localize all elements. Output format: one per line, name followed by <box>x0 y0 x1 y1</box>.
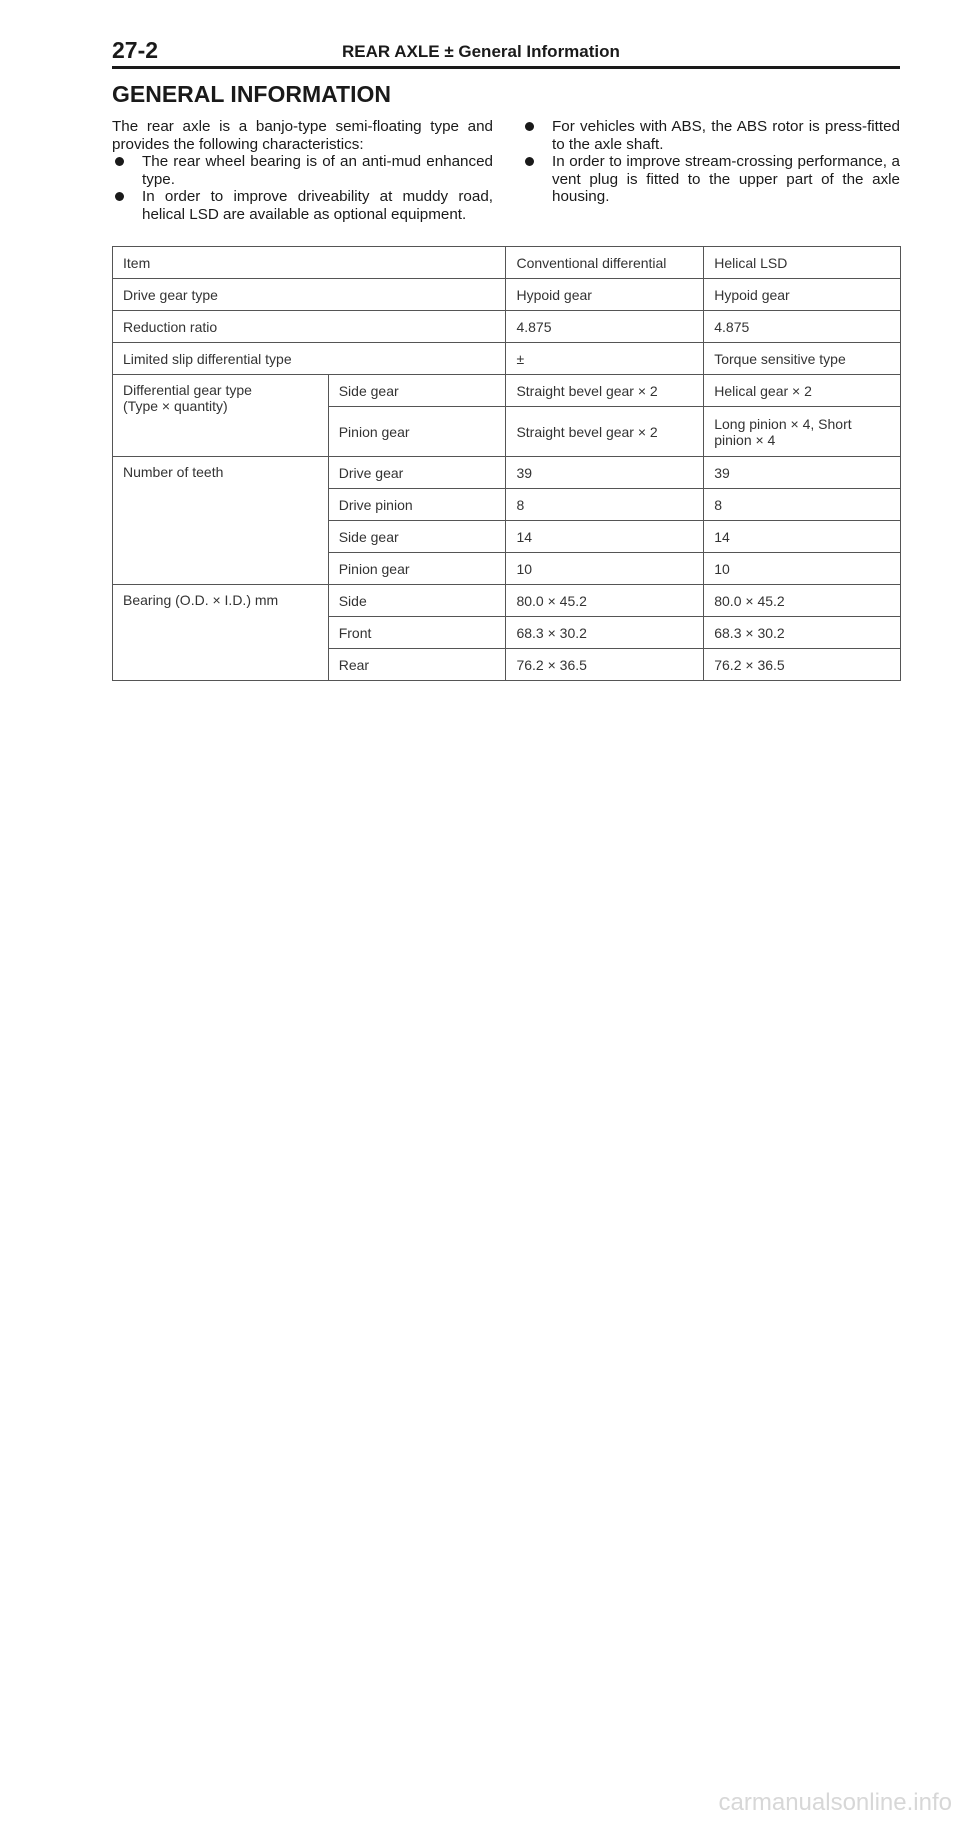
cell-lsd: 68.3 × 30.2 <box>704 617 901 649</box>
table-row <box>113 375 901 407</box>
table-row <box>113 343 901 375</box>
row-label <box>113 375 329 457</box>
cell-conventional: ± <box>506 343 704 375</box>
table-row <box>113 311 901 343</box>
cell-sub: Drive gear <box>328 457 506 489</box>
page-header <box>112 36 900 68</box>
table-row <box>113 279 901 311</box>
cell-sub: Front <box>328 617 506 649</box>
cell-sub: Side <box>328 585 506 617</box>
cell-sub: Pinion gear <box>328 553 506 585</box>
footer-watermark: carmanualsonline.info <box>718 1789 952 1816</box>
bullet-icon <box>115 157 124 166</box>
section-title: GENERAL INFORMATION <box>112 81 391 107</box>
cell-lsd: Long pinion × 4, Short pinion × 4 <box>704 407 901 457</box>
table-header-row <box>113 247 901 279</box>
row-label: Bearing (O.D. × I.D.) mm <box>113 585 329 681</box>
cell-conventional: 76.2 × 36.5 <box>506 649 704 681</box>
cell-conventional: 14 <box>506 521 704 553</box>
cell-conventional: 10 <box>506 553 704 585</box>
header-conventional: Conventional differential <box>506 247 704 279</box>
row-label: Drive gear type <box>113 279 506 311</box>
cell-conventional: 8 <box>506 489 704 521</box>
cell-lsd: 39 <box>704 457 901 489</box>
intro-paragraph: The rear axle is a banjo-type semi-floating type and provides the following characteristics: <box>112 118 493 153</box>
specification-table <box>112 246 901 681</box>
cell-conventional: Straight bevel gear × 2 <box>506 407 704 457</box>
bullet-item <box>522 153 900 206</box>
cell-sub: Side gear <box>328 375 506 407</box>
left-bullet-list <box>112 153 493 223</box>
row-label: Limited slip differential type <box>113 343 506 375</box>
cell-lsd: 76.2 × 36.5 <box>704 649 901 681</box>
label-line: (Type × quantity) <box>123 398 228 414</box>
cell-lsd: Hypoid gear <box>704 279 901 311</box>
cell-lsd: 10 <box>704 553 901 585</box>
cell-lsd: Helical gear × 2 <box>704 375 901 407</box>
bullet-text: In order to improve stream-crossing performance, a vent plug is fitted to the upper part of the axle housing. <box>552 153 900 205</box>
bullet-item <box>112 188 493 223</box>
bullet-text: The rear wheel bearing is of an anti-mud enhanced type. <box>142 153 493 188</box>
cell-lsd: 8 <box>704 489 901 521</box>
table-row <box>113 585 901 617</box>
cell-lsd: Torque sensitive type <box>704 343 901 375</box>
cell-sub: Pinion gear <box>328 407 506 457</box>
header-lsd: Helical LSD <box>704 247 901 279</box>
row-label: Reduction ratio <box>113 311 506 343</box>
right-bullet-list <box>522 118 900 206</box>
right-column <box>522 118 900 206</box>
cell-conventional: 39 <box>506 457 704 489</box>
header-item: Item <box>113 247 506 279</box>
cell-sub: Side gear <box>328 521 506 553</box>
table-row <box>113 457 901 489</box>
header-rule <box>112 66 900 69</box>
bullet-icon <box>525 122 534 131</box>
cell-sub: Rear <box>328 649 506 681</box>
bullet-text: For vehicles with ABS, the ABS rotor is press-fitted to the axle shaft. <box>552 118 900 153</box>
left-column <box>112 118 493 223</box>
cell-sub: Drive pinion <box>328 489 506 521</box>
running-title: REAR AXLE ± General Information <box>342 42 620 61</box>
label-line: Differential gear type <box>123 382 252 398</box>
cell-conventional: 80.0 × 45.2 <box>506 585 704 617</box>
cell-lsd: 80.0 × 45.2 <box>704 585 901 617</box>
cell-conventional: Straight bevel gear × 2 <box>506 375 704 407</box>
bullet-item <box>522 118 900 153</box>
cell-lsd: 14 <box>704 521 901 553</box>
cell-conventional: Hypoid gear <box>506 279 704 311</box>
page-number: 27-2 <box>112 37 159 63</box>
cell-conventional: 68.3 × 30.2 <box>506 617 704 649</box>
row-label: Number of teeth <box>113 457 329 585</box>
bullet-text: In order to improve driveability at muddy road, helical LSD are available as optional equipment. <box>142 188 493 223</box>
cell-conventional: 4.875 <box>506 311 704 343</box>
bullet-icon <box>525 157 534 166</box>
cell-lsd: 4.875 <box>704 311 901 343</box>
bullet-icon <box>115 192 124 201</box>
bullet-item <box>112 153 493 188</box>
